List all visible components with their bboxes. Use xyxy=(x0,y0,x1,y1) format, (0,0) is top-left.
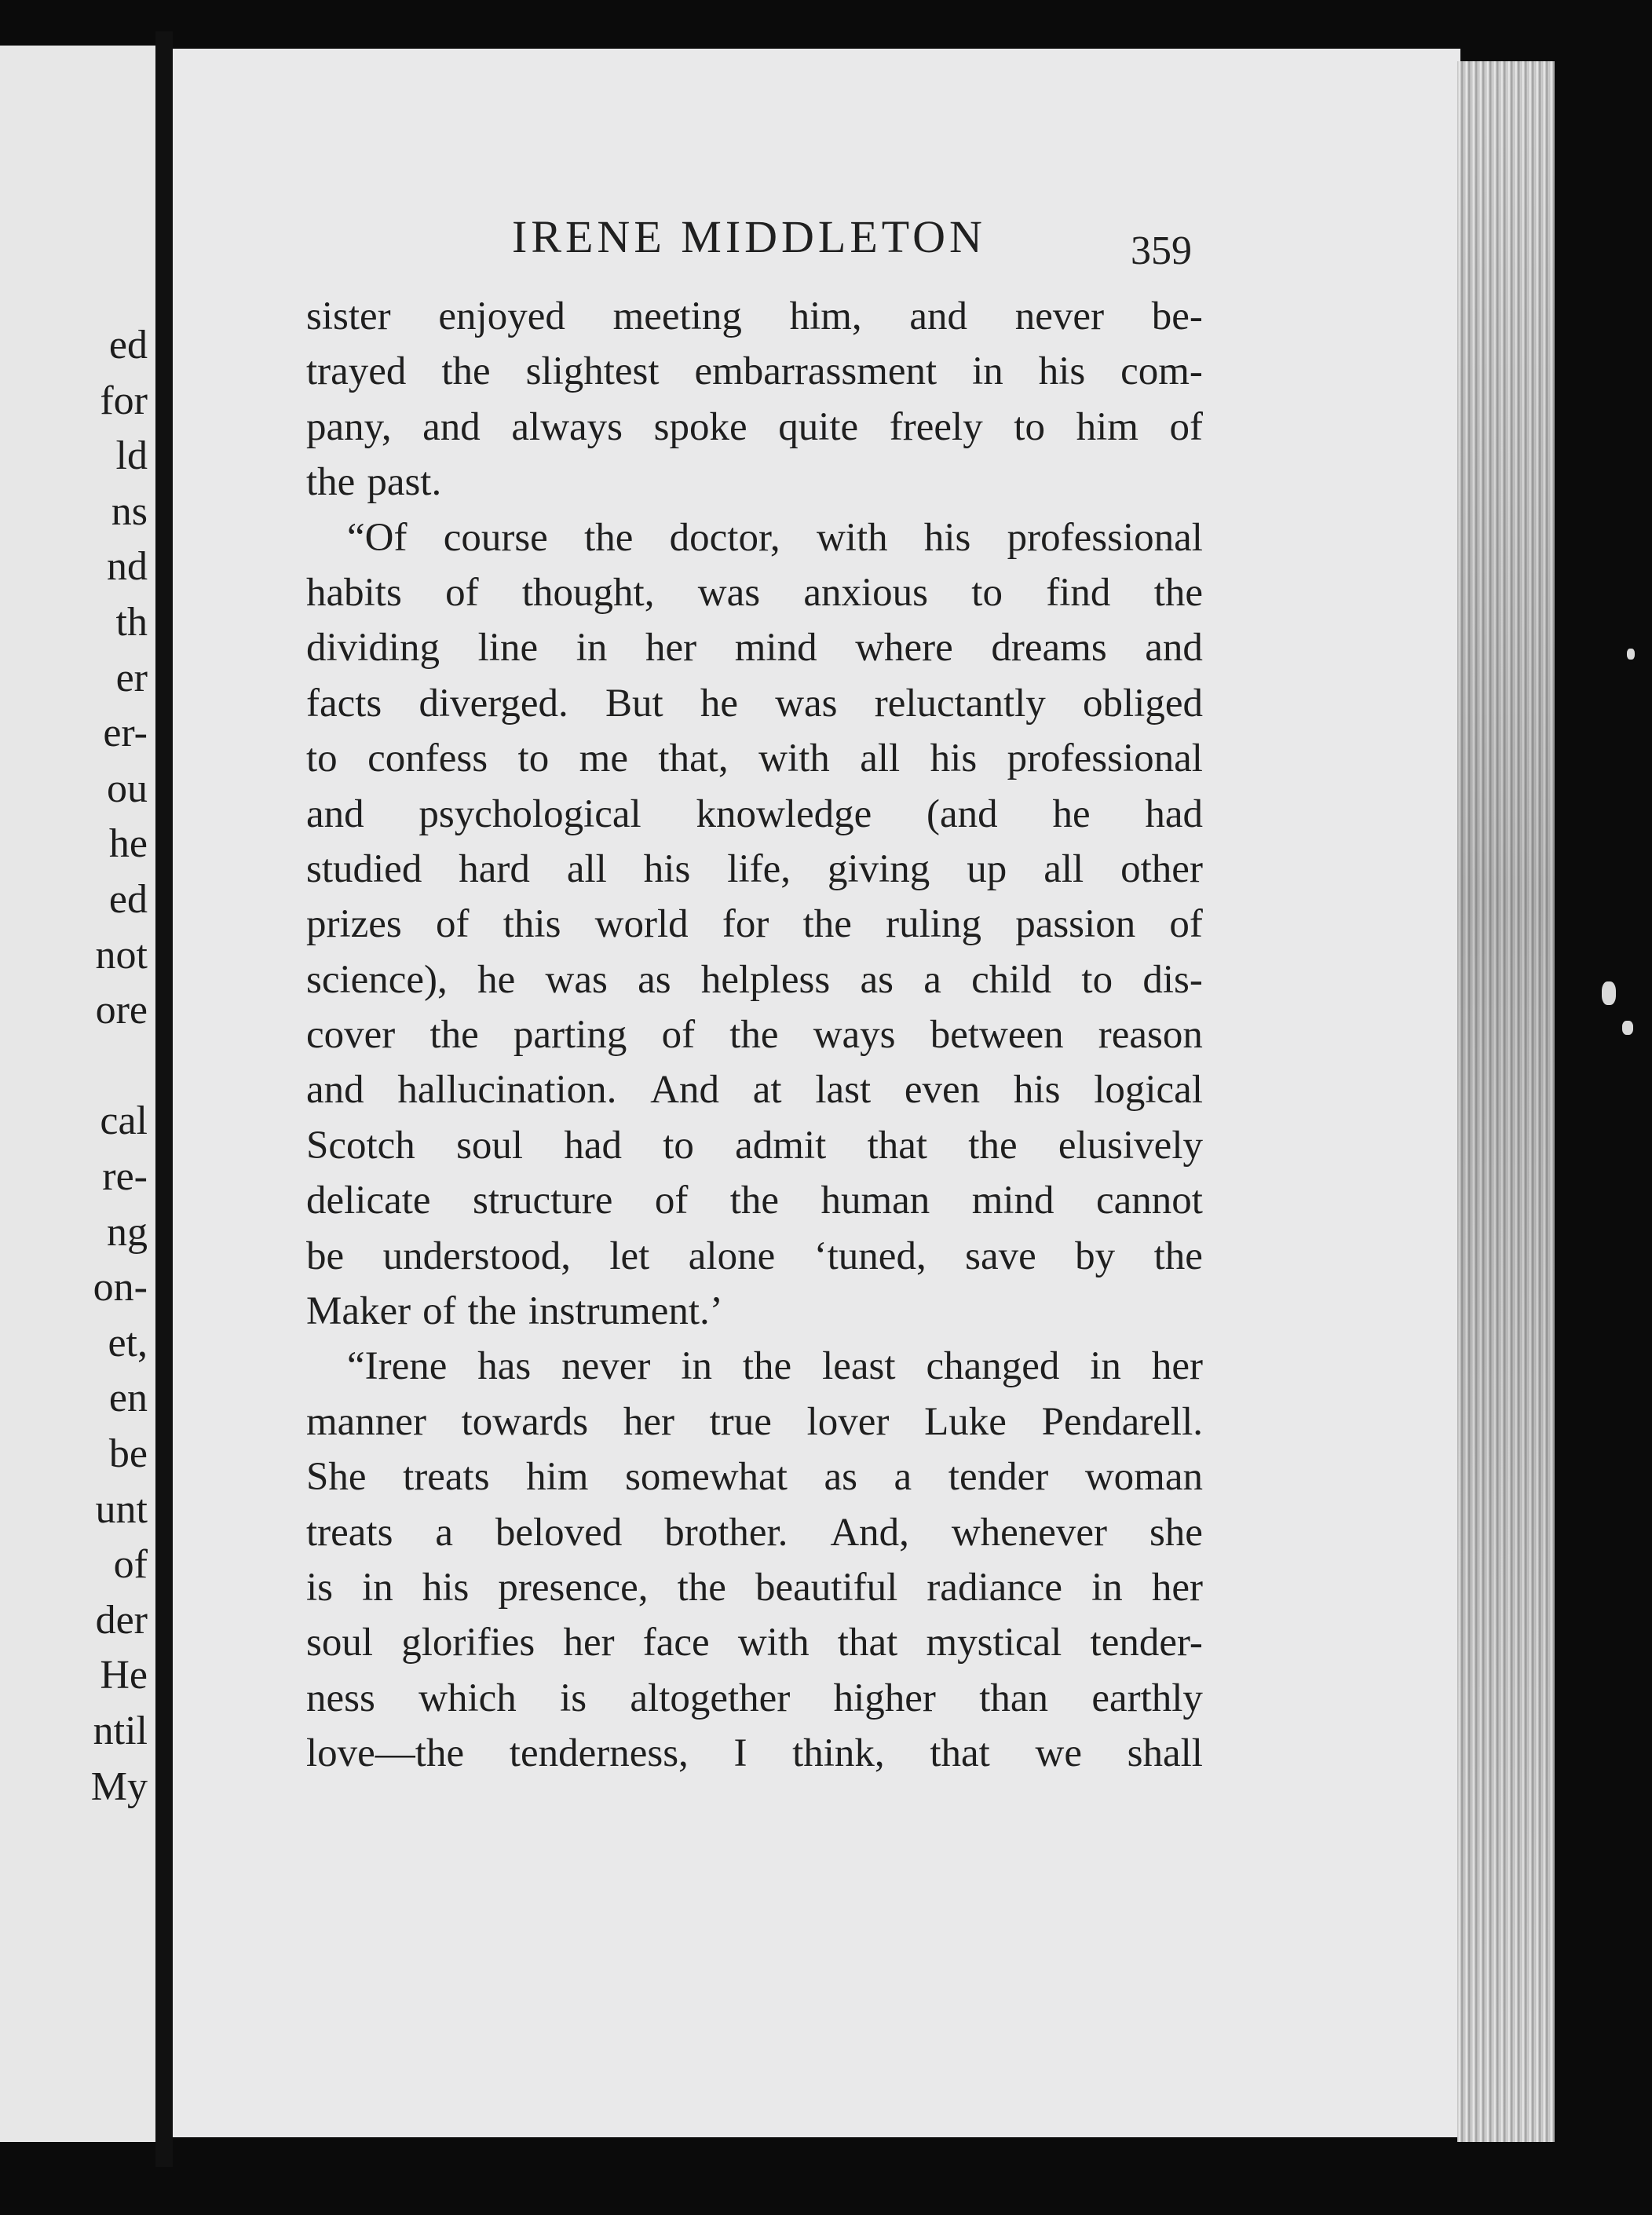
running-head: IRENE MIDDLETON xyxy=(512,211,986,262)
left-page-line: ld xyxy=(115,433,148,479)
speck xyxy=(1627,649,1635,660)
left-page-line: ns xyxy=(111,488,148,534)
text-line: love—the tenderness, I think, that we shall xyxy=(306,1731,1203,1776)
left-page-line: not xyxy=(95,932,148,978)
left-page-line: nd xyxy=(107,544,148,590)
text-line: prizes of this world for the ruling passion of xyxy=(306,902,1203,947)
left-page-line: et, xyxy=(108,1320,148,1365)
text-line: pany, and always spoke quite freely to him of xyxy=(306,404,1203,449)
text-line: to confess to me that, with all his professional xyxy=(306,737,1203,781)
text-line: science), he was as helpless as a child to dis- xyxy=(306,957,1203,1002)
left-page-line: ed xyxy=(108,877,148,922)
left-page-line: ng xyxy=(107,1209,148,1255)
book-gutter xyxy=(155,31,173,2167)
left-page-line: re- xyxy=(102,1154,148,1199)
text-line: facts diverged. But he was reluctantly obliged xyxy=(306,681,1203,726)
text-line: manner towards her true lover Luke Pendarell. xyxy=(306,1399,1203,1444)
left-page-line: ed xyxy=(108,323,148,367)
left-page-line: he xyxy=(108,821,148,867)
left-page-line: cal xyxy=(100,1098,148,1144)
left-page-line: My xyxy=(90,1764,148,1809)
text-line: delicate structure of the human mind cannot xyxy=(306,1179,1203,1223)
speck xyxy=(1622,1021,1633,1035)
left-page-line: ntil xyxy=(93,1709,148,1753)
text-line: the past. xyxy=(306,460,442,505)
text-line: soul glorifies her face with that mystical tender- xyxy=(306,1621,1203,1665)
text-line: and hallucination. And at last even his logical xyxy=(306,1068,1203,1113)
text-line: treats a beloved brother. And, whenever she xyxy=(306,1510,1203,1555)
body-text xyxy=(306,289,1203,1782)
page-number: 359 xyxy=(1131,228,1192,273)
text-line: and psychological knowledge (and he had xyxy=(306,791,1203,836)
text-line: cover the parting of the ways between reason xyxy=(306,1013,1203,1058)
left-page-line: der xyxy=(95,1597,148,1643)
left-page-line: th xyxy=(115,600,148,645)
speck xyxy=(1602,981,1616,1005)
left-page-line: en xyxy=(108,1376,148,1421)
text-line: “Of course the doctor, with his professional xyxy=(347,515,1203,560)
text-line: sister enjoyed meeting him, and never be- xyxy=(306,294,1203,338)
text-line: ness which is altogether higher than earthly xyxy=(306,1676,1203,1720)
text-line: trayed the slightest embarrassment in his com- xyxy=(306,349,1203,394)
left-page-line: er- xyxy=(103,711,148,756)
left-page-line: for xyxy=(100,378,148,423)
left-page-line: of xyxy=(113,1542,148,1588)
text-line: habits of thought, was anxious to find the xyxy=(306,570,1203,615)
text-line: is in his presence, the beautiful radiance in her xyxy=(306,1565,1203,1610)
left-page-line: on- xyxy=(93,1265,148,1310)
left-page-line: ore xyxy=(95,988,148,1033)
left-page-line: unt xyxy=(95,1486,148,1532)
left-page-line: er xyxy=(115,655,148,700)
left-page-line: be xyxy=(108,1431,148,1476)
text-line: “Irene has never in the least changed in her xyxy=(347,1344,1203,1389)
text-line: Scotch soul had to admit that the elusively xyxy=(306,1123,1203,1168)
text-line: be understood, let alone ‘tuned, save by the xyxy=(306,1234,1203,1278)
left-page-line: ou xyxy=(107,766,148,811)
text-line: She treats him somewhat as a tender woman xyxy=(306,1455,1203,1500)
page-edges-shadow xyxy=(1457,61,1555,2142)
text-line: studied hard all his life, giving up all other xyxy=(306,846,1203,891)
left-page-line: He xyxy=(100,1653,148,1698)
text-line: dividing line in her mind where dreams and xyxy=(306,626,1203,671)
text-line: Maker of the instrument.’ xyxy=(306,1289,723,1334)
left-page-fragment xyxy=(0,46,157,2142)
